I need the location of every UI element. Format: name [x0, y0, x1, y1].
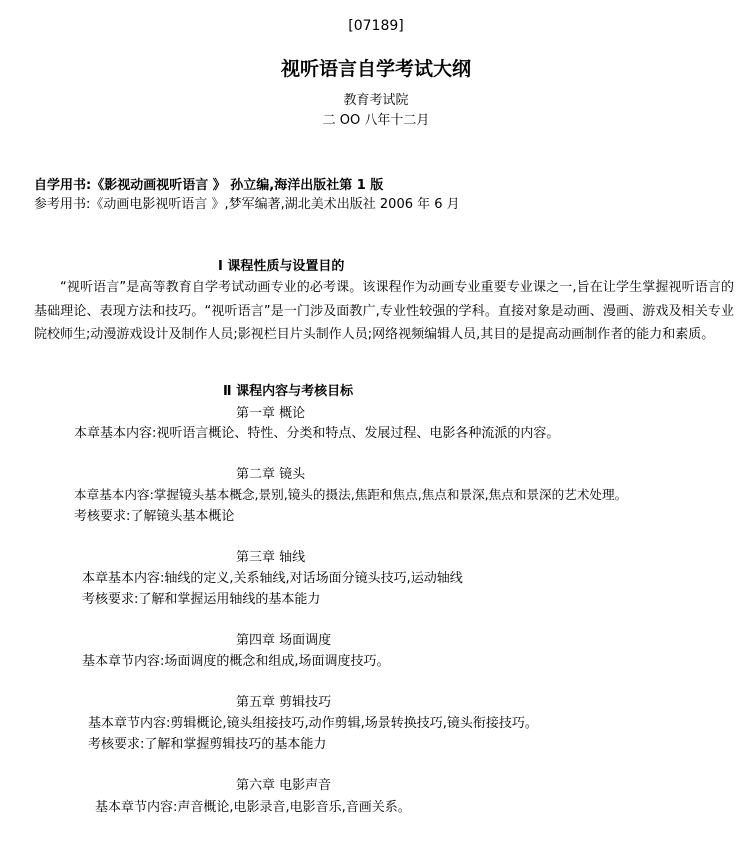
section-1-paragraph: “视听语言”是高等教育自学考试动画专业的必考课。该课程作为动画专业重要专业课之一,旨在让学生掌握视听语言的基础理论、表现方法和技巧。“视听语言”是一门涉及面教广,专业性较强的学科。直接对象是动画、漫画、游戏及相关专业院校师生;动漫游戏设计及制作人员;影视栏目片头制作人员;网络视频编辑人员,其目的是提高动画制作者的能力和素质。	[34, 280, 734, 342]
course-code: [07189]	[348, 18, 404, 34]
issuing-organization: 教育考试院	[343, 93, 409, 108]
issue-date: 二 OO 八年十二月	[322, 113, 430, 128]
chapter-1-title: 第一章 概论	[236, 406, 306, 421]
chapter-6-title: 第六章 电影声音	[236, 778, 332, 793]
chapter-2-content: 本章基本内容:掌握镜头基本概念,景别,镜头的摄法,焦距和焦点,焦点和景深,焦点和景深的艺术处理。	[74, 487, 628, 502]
chapter-2-title: 第二章 镜头	[236, 467, 306, 482]
chapter-5-content: 基本章节内容:剪辑概论,镜头组接技巧,动作剪辑,场景转换技巧,镜头衔接技巧。	[88, 716, 538, 731]
section-2-heading: Ⅱ 课程内容与考核目标	[223, 384, 354, 399]
chapter-1-content: 本章基本内容:视听语言概论、特性、分类和特点、发展过程、电影各种流派的内容。	[74, 426, 560, 441]
chapter-6-content: 基本章节内容:声音概论,电影录音,电影音乐,音画关系。	[95, 800, 411, 815]
chapter-4-content: 基本章节内容:场面调度的概念和组成,场面调度技巧。	[82, 654, 390, 669]
chapter-3-content: 本章基本内容:轴线的定义,关系轴线,对话场面分镜头技巧,运动轴线	[82, 571, 463, 586]
chapter-4-title: 第四章 场面调度	[236, 633, 332, 648]
chapter-2-requirement: 考核要求:了解镜头基本概论	[74, 509, 235, 524]
chapter-5-title: 第五章 剪辑技巧	[236, 695, 332, 710]
page-title: 视听语言自学考试大纲	[280, 58, 471, 80]
section-1-heading: Ⅰ 课程性质与设置目的	[218, 259, 345, 274]
reference-book: 参考用书:《动画电影视听语言 》,梦军编著,湖北美术出版社 2006 年 6 月	[34, 197, 460, 212]
chapter-3-title: 第三章 轴线	[236, 550, 306, 565]
chapter-5-requirement: 考核要求:了解和掌握剪辑技巧的基本能力	[88, 737, 327, 752]
self-study-book: 自学用书:《影视动画视听语言 》 孙立编,海洋出版社第 1 版	[34, 178, 384, 193]
chapter-3-requirement: 考核要求:了解和掌握运用轴线的基本能力	[82, 592, 321, 607]
